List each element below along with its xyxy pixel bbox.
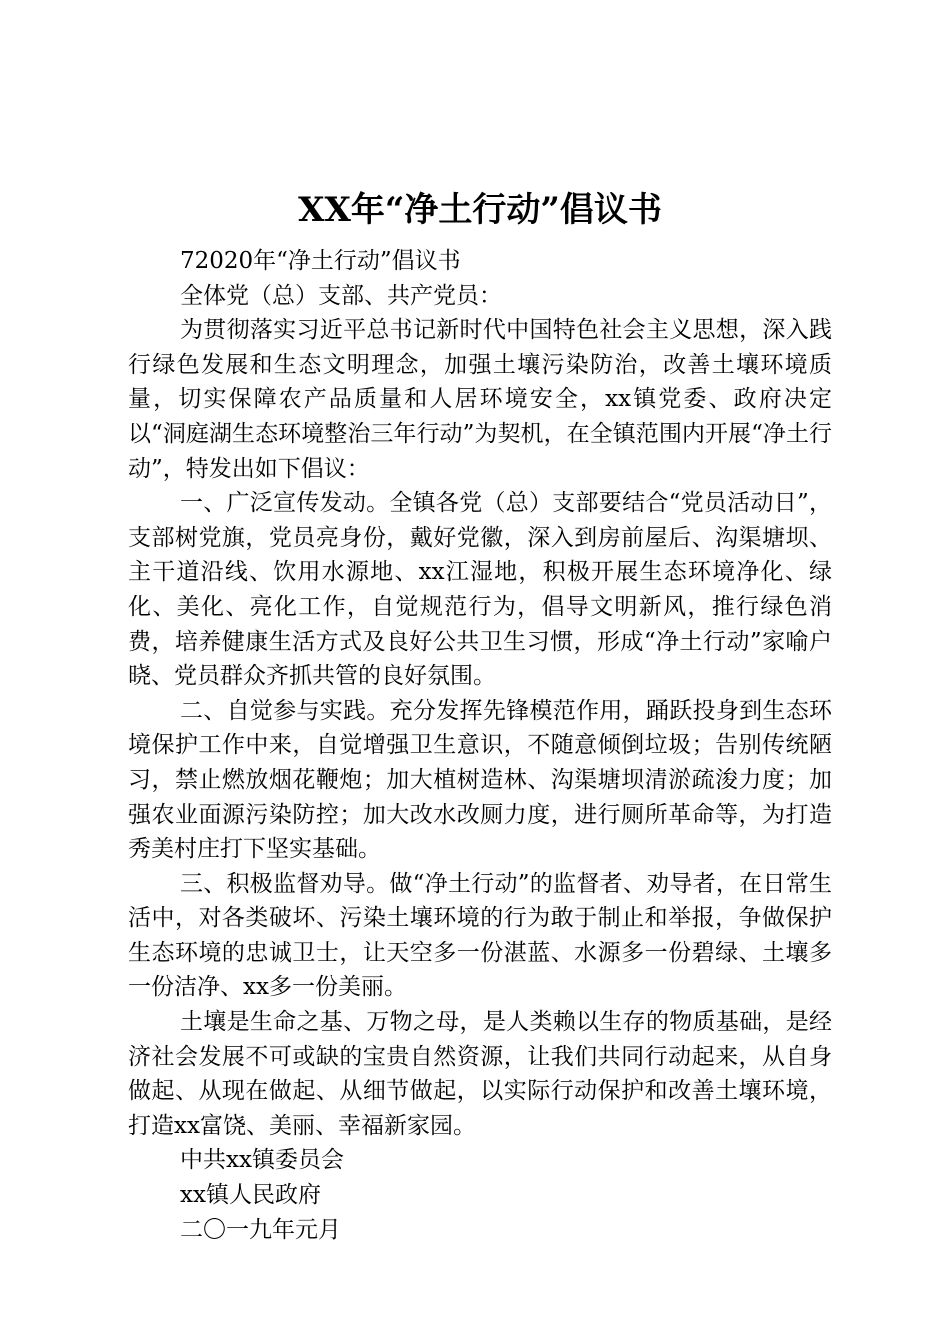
salutation: 全体党（总）支部、共产党员： xyxy=(180,282,502,309)
paragraph-conclusion: 土壤是生命之基、万物之母，是人类赖以生存的物质基础，是经济社会发展不可或缺的宝贵自然资源，让我们共同行动起来，从自身做起、从现在做起、从细节做起，以实际行动保护和改善土壤环境，打造xx富饶、美丽、幸福新家园。 xyxy=(128,1009,832,1139)
document-subtitle: 72020年“净土行动”倡议书 xyxy=(180,248,461,274)
signature-date: 二〇一九年元月 xyxy=(180,1216,341,1243)
paragraph-publicity: 一、广泛宣传发动。全镇各党（总）支部要结合“党员活动日”，支部树党旗，党员亮身份，戴好党徽，深入到房前屋后、沟渠塘坝、主干道沿线、饮用水源地、xx江湿地，积极开展生态环境净化、绿化、美化、亮化工作，自觉规范行为，倡导文明新风，推行绿色消费，培养健康生活方式及良好公共卫生习惯，形成“净土行动”家喻户晓、党员群众齐抓共管的良好氛围。 xyxy=(128,490,832,690)
document-title: XX年“净土行动”倡议书 xyxy=(298,190,662,230)
signature-party-committee: 中共xx镇委员会 xyxy=(180,1147,344,1174)
paragraph-supervision: 三、积极监督劝导。做“净土行动”的监督者、劝导者，在日常生活中，对各类破坏、污染土壤环境的行为敢于制止和举报，争做保护生态环境的忠诚卫士，让天空多一份湛蓝、水源多一份碧绿、土壤多一份洁净、xx多一份美丽。 xyxy=(128,870,832,1001)
paragraph-intro: 为贯彻落实习近平总书记新时代中国特色社会主义思想，深入践行绿色发展和生态文明理念，加强土壤污染防治，改善土壤环境质量，切实保障农产品质量和人居环境安全，xx镇党委、政府决定以“洞庭湖生态环境整治三年行动”为契机，在全镇范围内开展“净土行动”，特发出如下倡议： xyxy=(128,317,832,482)
document-page xyxy=(128,180,832,1247)
paragraph-practice: 二、自觉参与实践。充分发挥先锋模范作用，踊跃投身到生态环境保护工作中来，自觉增强卫生意识，不随意倾倒垃圾；告别传统陋习，禁止燃放烟花鞭炮；加大植树造林、沟渠塘坝清淤疏浚力度；加强农业面源污染防控；加大改水改厕力度，进行厕所革命等，为打造秀美村庄打下坚实基础。 xyxy=(128,697,832,863)
signature-town-government: xx镇人民政府 xyxy=(180,1182,321,1209)
